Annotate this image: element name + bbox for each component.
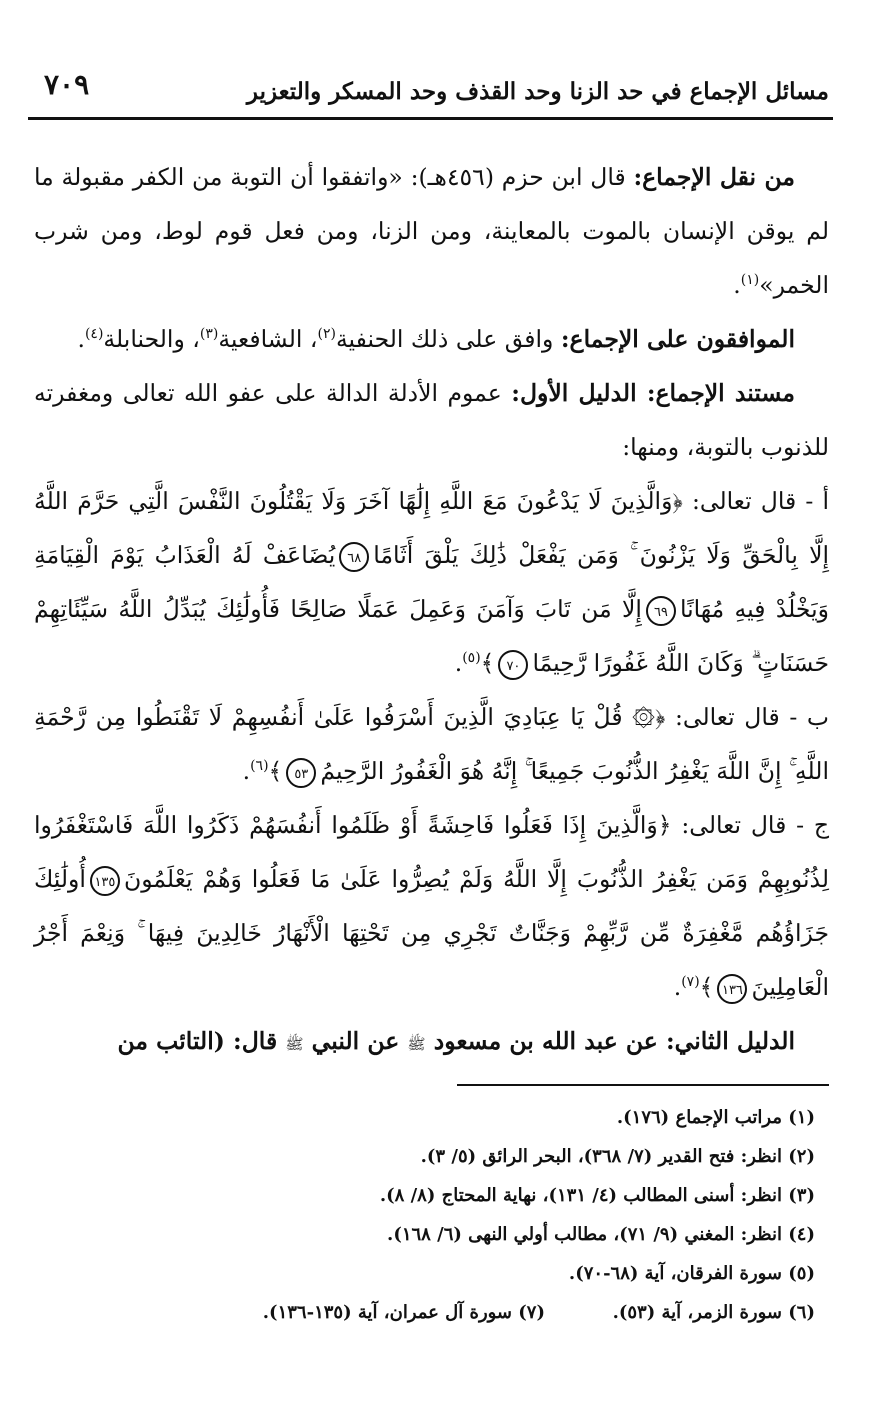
paragraph-text: قال: — [224, 1027, 286, 1055]
page-number: ٧٠٩ — [44, 68, 90, 101]
paragraph-lead: الدليل الثاني: — [666, 1027, 795, 1055]
verse-close-bracket: ﴾ — [699, 973, 714, 1001]
quran-verse: ﴿وَالَّذِينَ إِذَا فَعَلُوا فَاحِشَةً أَوْ ظَلَمُوا أَنفُسَهُمْ ذَكَرُوا اللَّهَ فَاسْتَغْفَرُوا لِذُنُوبِهِمْ وَمَن يَغْفِرُ الذُّنُوبَ إِلَّا اللَّهُ وَلَمْ يُصِرُّوا عَلَىٰ مَا فَعَلُوا وَهُمْ يَعْلَمُونَ — [34, 811, 829, 893]
quran-verse: ﴿۞ قُلْ يَا عِبَادِيَ الَّذِينَ أَسْرَفُوا عَلَىٰ أَنفُسِهِمْ لَا تَقْنَطُوا مِن رَّحْمَةِ اللَّهِ ۚ إِنَّ اللَّهَ يَغْفِرُ الذُّنُوبَ جَمِيعًا ۚ إِنَّهُ هُوَ الْغَفُورُ الرَّحِيمُ — [34, 703, 829, 785]
quran-verse: أُولَٰئِكَ جَزَاؤُهُم مَّغْفِرَةٌ مِّن رَّبِّهِمْ وَجَنَّاتٌ تَجْرِي مِن تَحْتِهَا الْأَنْهَارُ خَالِدِينَ فِيهَا ۚ وَنِعْمَ أَجْرُ الْعَامِلِينَ — [34, 865, 829, 1001]
footnote-6: (٦) سورة الزمر، آية (٥٣). — [612, 1302, 815, 1323]
ayah-number-marker: ٥٣ — [286, 758, 316, 788]
footnotes — [34, 1098, 815, 1332]
footnote-ref: (٥) — [462, 650, 481, 667]
paragraph-end: . — [242, 757, 251, 785]
footnote-ref: (٧) — [681, 974, 700, 991]
paragraph-lead: الموافقون على الإجماع: — [560, 325, 795, 353]
footnote-1: (١) مراتب الإجماع (١٧٦). — [616, 1107, 815, 1128]
ayah-number-marker: ٦٩ — [646, 596, 676, 626]
paragraph-lead: مستند الإجماع: الدليل الأول: — [511, 379, 795, 407]
footnote-2: (٢) انظر: فتح القدير (٧/ ٣٦٨)، البحر الرائق (٥/ ٣). — [420, 1146, 815, 1167]
verse-close-bracket: ﴾ — [480, 649, 495, 677]
footnote-separator — [457, 1084, 829, 1086]
footnote-ref: (٦) — [250, 758, 269, 775]
footnote-ref: (١) — [740, 272, 760, 289]
honorific-symbol: ﷺ — [407, 1035, 426, 1053]
hadith-quote-start: (التائب من — [117, 1027, 225, 1055]
quran-verse: يُضَاعَفْ لَهُ الْعَذَابُ يَوْمَ الْقِيَامَةِ وَيَخْلُدْ فِيهِ مُهَانًا — [34, 541, 829, 623]
paragraph-basis — [34, 366, 829, 474]
paragraph-text: عن النبي — [303, 1027, 408, 1055]
footnote-ref: (٤) — [84, 326, 104, 343]
paragraph-lead: من نقل الإجماع: — [633, 163, 795, 191]
paragraph-end: . — [673, 973, 682, 1001]
quran-verse: ﴿وَالَّذِينَ لَا يَدْعُونَ مَعَ اللَّهِ إِلَٰهًا آخَرَ وَلَا يَقْتُلُونَ النَّفْسَ الَّتِي حَرَّمَ اللَّهُ إِلَّا بِالْحَقِّ وَلَا يَزْنُونَ ۚ وَمَن يَفْعَلْ ذَٰلِكَ يَلْقَ أَثَامًا — [34, 487, 830, 569]
evidence-item-c — [34, 798, 829, 1014]
verse-close-bracket: ﴾ — [268, 757, 283, 785]
footnote-4: (٤) انظر: المغني (٩/ ٧١)، مطالب أولي النهى (٦/ ١٦٨). — [387, 1224, 815, 1245]
footnote-5: (٥) سورة الفرقان، آية (٦٨-٧٠). — [568, 1263, 815, 1284]
running-title: مسائل الإجماع في حد الزنا وحد القذف وحد المسكر والتعزير — [246, 78, 829, 105]
item-label: ب - قال تعالى: — [665, 703, 829, 731]
paragraph-second-evidence — [34, 1014, 829, 1071]
quran-verse: إِلَّا مَن تَابَ وَآمَنَ وَعَمِلَ عَمَلًا صَالِحًا فَأُولَٰئِكَ يُبَدِّلُ اللَّهُ سَيِّئَاتِهِمْ حَسَنَاتٍ ۗ وَكَانَ اللَّهُ غَفُورًا رَّحِيمًا — [34, 595, 829, 677]
footnote-7: (٧) سورة آل عمران، آية (١٣٥-١٣٦). — [262, 1302, 545, 1323]
ayah-number-marker: ١٣٥ — [90, 866, 120, 896]
main-text — [34, 150, 829, 1071]
paragraph-text: ، والحنابلة — [103, 325, 200, 353]
paragraph-text: قال ابن حزم (٤٥٦هـ): «واتفقوا أن التوبة من الكفر مقبولة ما لم يوقن الإنسان بالموت بالمعاينة، ومن الزنا، ومن فعل قوم لوط، ومن شرب الخمر» — [34, 163, 829, 299]
footnote-3: (٣) انظر: أسنى المطالب (٤/ ١٣١)، نهاية المحتاج (٨/ ٨). — [379, 1185, 815, 1206]
ayah-number-marker: ٦٨ — [339, 542, 369, 572]
paragraph-text: ، الشافعية — [218, 325, 318, 353]
honorific-symbol: ﷺ — [285, 1035, 304, 1053]
ayah-number-marker: ١٣٦ — [717, 974, 747, 1004]
paragraph-agreement — [34, 312, 829, 366]
paragraph-end: . — [733, 271, 741, 299]
paragraph-text: عن عبد الله بن مسعود — [425, 1027, 666, 1055]
footnote-ref: (٢) — [317, 326, 336, 343]
paragraph-end: . — [77, 325, 85, 353]
paragraph-end: . — [454, 649, 463, 677]
ayah-number-marker: ٧٠ — [498, 650, 528, 680]
page-header — [30, 64, 829, 118]
header-rule — [28, 117, 833, 120]
evidence-item-a — [34, 474, 829, 690]
footnote-ref: (٣) — [199, 326, 219, 343]
evidence-item-b — [34, 690, 829, 798]
paragraph-text: عموم الأدلة الدالة على عفو الله تعالى ومغفرته للذنوب بالتوبة، ومنها: — [34, 379, 829, 461]
paragraph-transmission — [34, 150, 829, 312]
paragraph-text: وافق على ذلك الحنفية — [335, 325, 561, 353]
item-label: ج - قال تعالى: — [671, 811, 829, 839]
item-label: أ - قال تعالى: — [682, 487, 829, 515]
